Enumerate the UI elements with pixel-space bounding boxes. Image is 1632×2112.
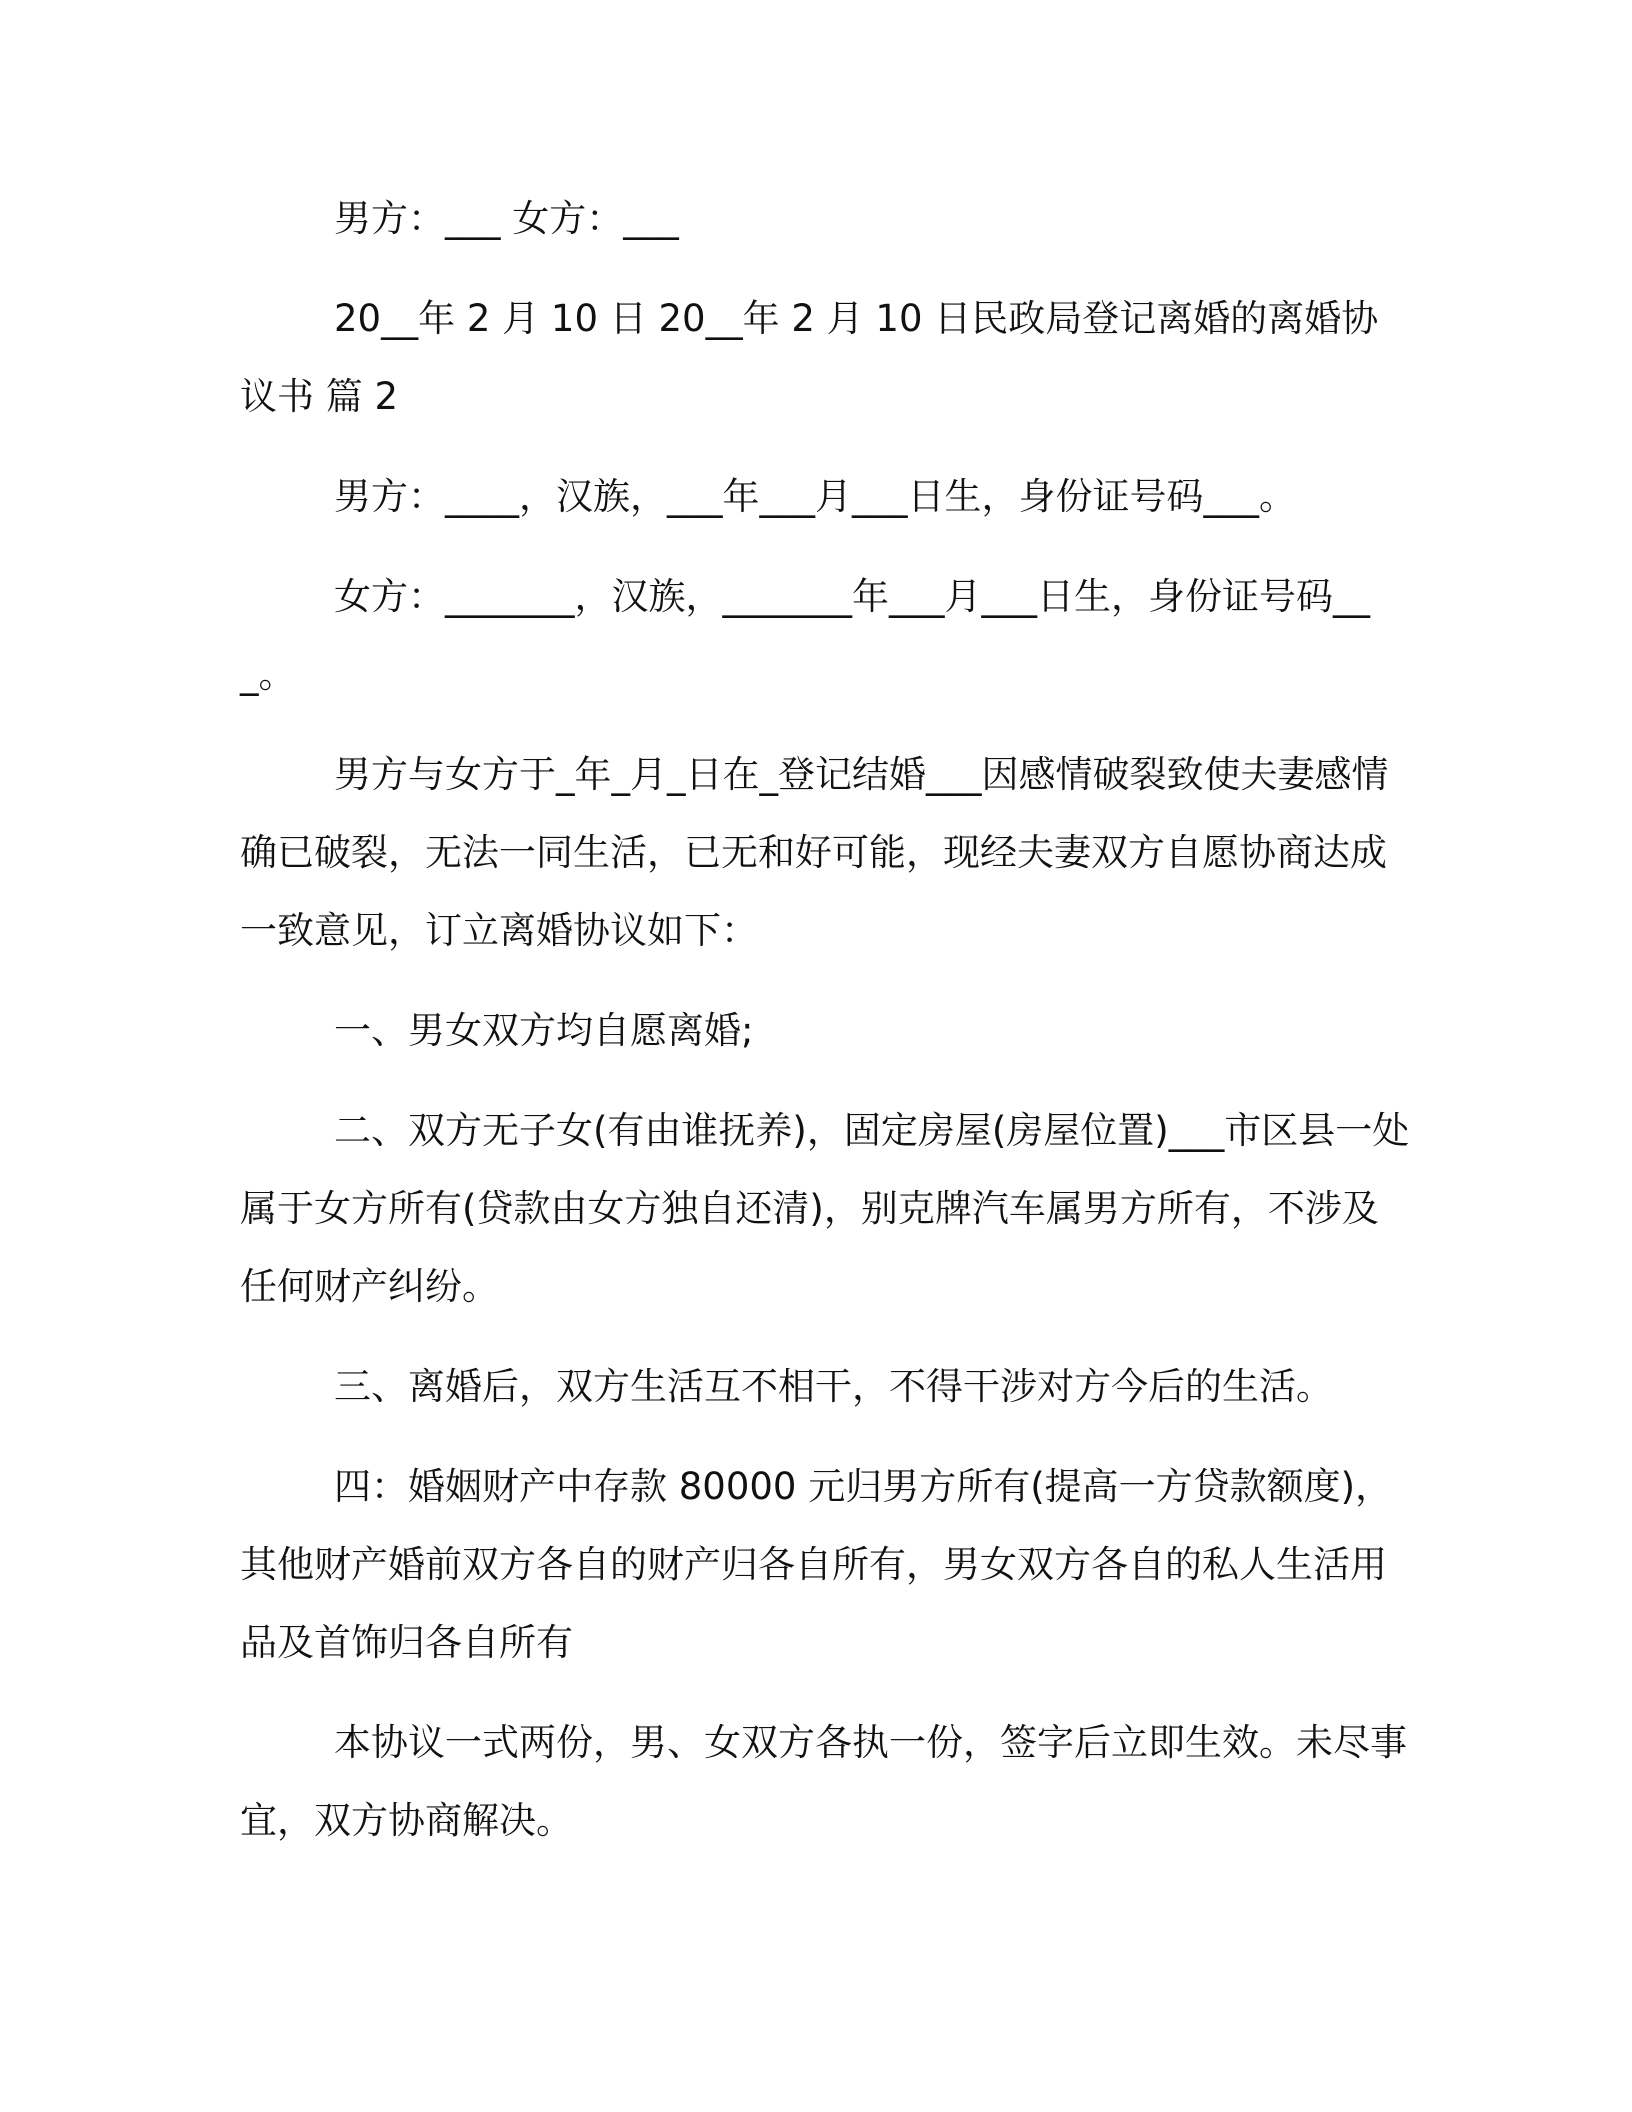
parties-line: 男方：___ 女方：___ bbox=[334, 197, 679, 240]
clause-2-paragraph: 二、双方无子女(有由谁抚养)，固定房屋(房屋位置)___市区县一处属于女方所有(贷款由女方独自还清)，别克牌汽车属男方所有，不涉及任何财产纠纷。 bbox=[240, 1109, 1410, 1308]
date-title-paragraph: 20__年 2 月 10 日 20__年 2 月 10 日民政局登记离婚的离婚协议书 篇 2 bbox=[240, 297, 1379, 418]
document-body bbox=[240, 180, 1410, 1860]
male-party-paragraph: 男方：____，汉族，___年___月___日生，身份证号码___。 bbox=[334, 475, 1296, 518]
clause-1-paragraph: 一、男女双方均自愿离婚; bbox=[334, 1009, 754, 1052]
preamble-paragraph: 男方与女方于_年_月_日在_登记结婚___因感情破裂致使夫妻感情确已破裂，无法一同生活，已无和好可能，现经夫妻双方自愿协商达成一致意见，订立离婚协议如下： bbox=[240, 753, 1389, 952]
clause-4-paragraph: 四：婚姻财产中存款 80000 元归男方所有(提高一方贷款额度)，其他财产婚前双方各自的财产归各自所有，男女双方各自的私人生活用品及首饰归各自所有 bbox=[240, 1465, 1393, 1664]
closing-paragraph: 本协议一式两份，男、女双方各执一份，签字后立即生效。未尽事宜，双方协商解决。 bbox=[240, 1721, 1407, 1842]
clause-3-paragraph: 三、离婚后，双方生活互不相干，不得干涉对方今后的生活。 bbox=[334, 1365, 1333, 1408]
female-party-paragraph: 女方：_______，汉族，_______年___月___日生，身份证号码___。 bbox=[240, 575, 1370, 696]
